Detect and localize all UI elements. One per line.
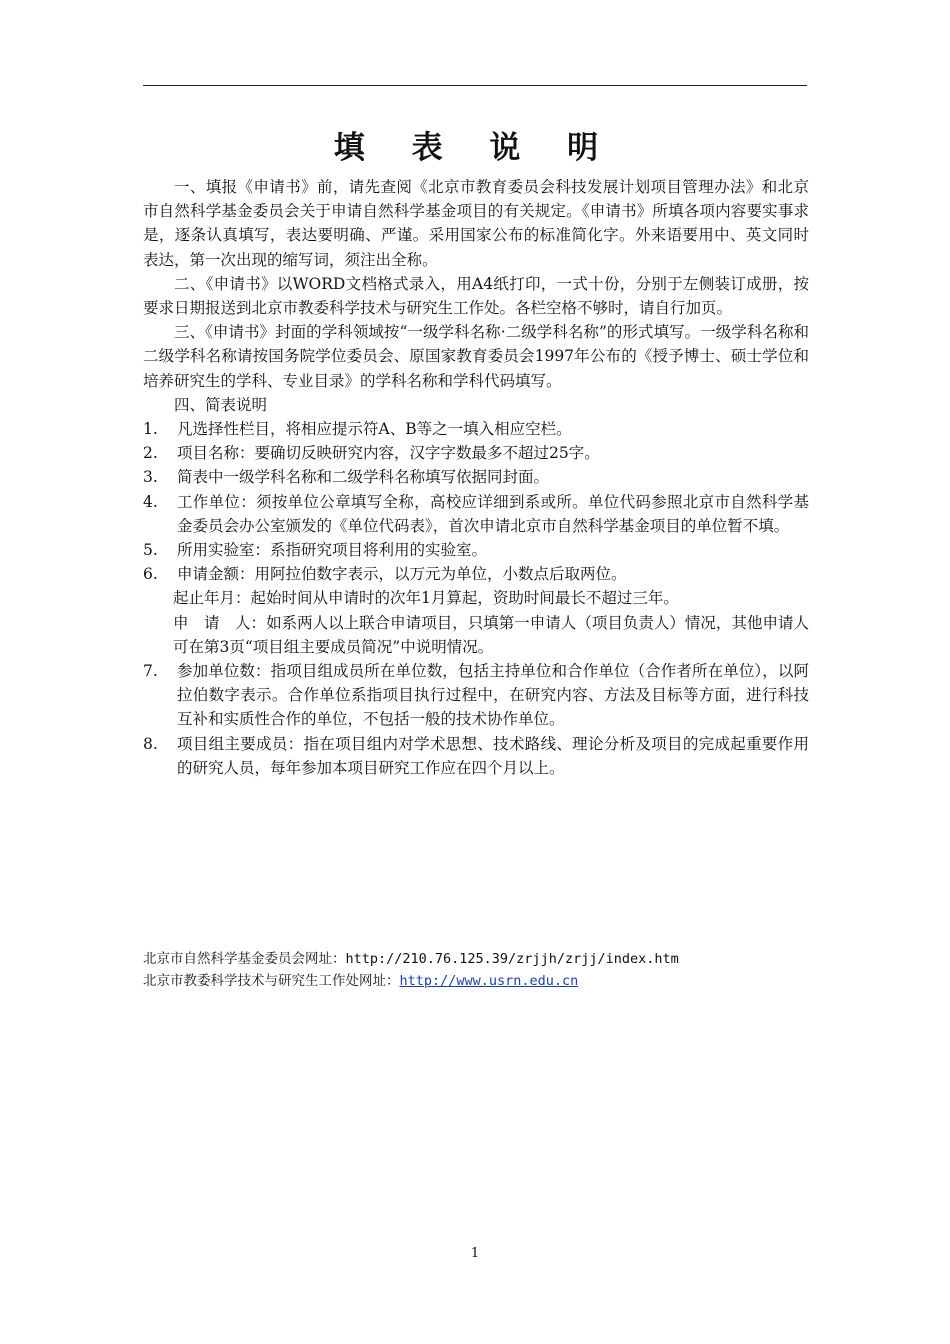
footer-label-1: 北京市自然科学基金委员会网址：: [143, 951, 346, 967]
list-number: 8.: [143, 734, 158, 753]
list-text: 项目组主要成员：指在项目组内对学术思想、技术路线、理论分析及项目的完成起重要作用的研究人员，每年参加本项目研究工作应在四个月以上。: [177, 734, 809, 777]
list-number: 7.: [143, 662, 158, 681]
header-rule: [143, 85, 807, 86]
list-item-7: [143, 659, 809, 732]
list-text: 项目名称：要确切反映研究内容，汉字字数最多不超过25字。: [177, 444, 600, 463]
list-item-3: [143, 465, 809, 489]
list-text: 凡选择性栏目，将相应提示符A、B等之一填入相应空栏。: [177, 420, 572, 439]
page-title: 填 表 说 明: [333, 130, 617, 166]
page-number: 1: [470, 1246, 480, 1261]
list-number: 1.: [143, 420, 158, 439]
list-number: 5.: [143, 541, 158, 560]
footer-line-2: [143, 970, 809, 992]
list-text: 工作单位：须按单位公章填写全称，高校应详细到系或所。单位代码参照北京市自然科学基金委员会办公室颁发的《单位代码表》，首次申请北京市自然科学基金项目的单位暂不填。: [177, 492, 809, 535]
list-number: 4.: [143, 492, 158, 511]
paragraph-1: 一、填报《申请书》前，请先查阅《北京市教育委员会科技发展计划项目管理办法》和北京市自然科学基金委员会关于申请自然科学基金项目的有关规定。《申请书》所填各项内容要实事求是，逐条认真填写，表达要明确、严谨。采用国家公布的标准简化字。外来语要用中、英文同时表达，第一次出现的缩写词，须注出全称。: [143, 178, 809, 269]
paragraph-3: 三、《申请书》封面的学科领域按“一级学科名称·二级学科名称”的形式填写。一级学科名称和二级学科名称请按国务院学位委员会、原国家教育委员会1997年公布的《授予博士、硕士学位和培养研究生的学科、专业目录》的学科名称和学科代码填写。: [143, 323, 809, 390]
list-text: 所用实验室：系指研究项目将利用的实验室。: [177, 541, 488, 560]
list-item-4: [143, 490, 809, 538]
footer-links: [143, 948, 809, 992]
list-number: 6.: [143, 565, 158, 584]
list-item-6: [143, 562, 809, 586]
footer-link-2[interactable]: http://www.usrn.edu.cn: [399, 973, 579, 989]
list-number: 3.: [143, 468, 158, 487]
list-text: 参加单位数：指项目组成员所在单位数，包括主持单位和合作单位（合作者所在单位），以阿拉伯数字表示。合作单位系指项目执行过程中，在研究内容、方法及目标等方面，进行科技互补和实质性合作的单位，不包括一般的技术协作单位。: [177, 662, 809, 729]
sub-item-start-end-date: 起止年月：起始时间从申请时的次年1月算起，资助时间最长不超过三年。: [173, 589, 679, 608]
paragraph-2: 二、《申请书》以WORD文档格式录入，用A4纸打印，一式十份，分别于左侧装订成册，按要求日期报送到北京市教委科学技术与研究生工作处。各栏空格不够时，请自行加页。: [143, 274, 809, 318]
section-4-heading: 四、简表说明: [174, 395, 268, 414]
list-item-1: [143, 417, 809, 441]
list-text: 申请金额：用阿拉伯数字表示，以万元为单位，小数点后取两位。: [177, 565, 627, 584]
list-item-5: [143, 538, 809, 562]
sub-item-applicant: 申 请 人：如系两人以上联合申请项目，只填第一申请人（项目负责人）情况，其他申请人可在第3页“项目组主要成员简况”中说明情况。: [173, 613, 809, 656]
list-item-8: [143, 732, 809, 780]
list-number: 2.: [143, 444, 158, 463]
list-text: 简表中一级学科名称和二级学科名称填写依据同封面。: [177, 468, 550, 487]
footer-line-1: [143, 948, 809, 970]
list-item-2: [143, 441, 809, 465]
instructions-body: [143, 175, 809, 780]
footer-label-2: 北京市教委科学技术与研究生工作处网址：: [143, 973, 400, 989]
footer-url-1[interactable]: http://210.76.125.39/zrjjh/zrjj/index.htm: [345, 951, 679, 967]
